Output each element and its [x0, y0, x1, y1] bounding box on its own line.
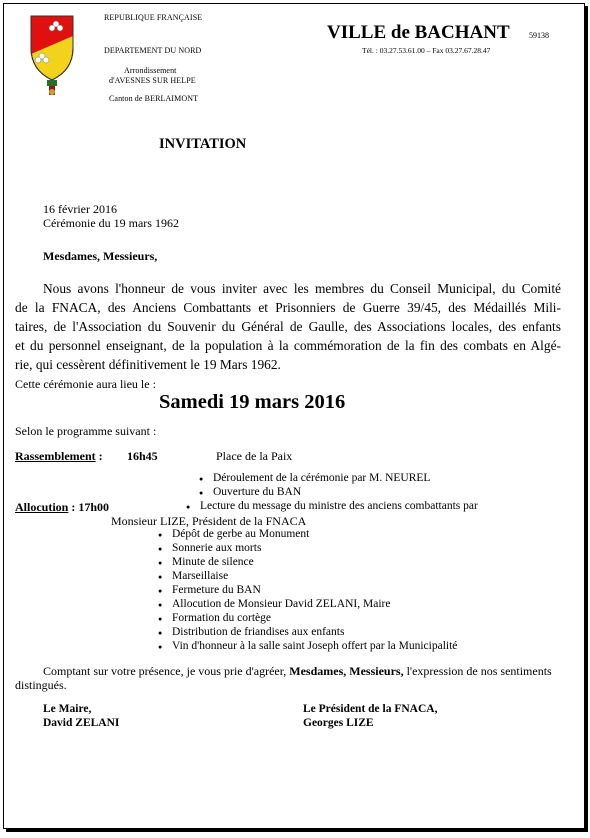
paragraph-line: taires, de l'Association du Souvenir du Général de Gaulle, des Associations locales, des enfants	[15, 319, 561, 334]
programme-item: ● Dépôt de gerbe au Monument	[172, 528, 309, 540]
programme-item: ● Distribution de friandises aux enfants	[172, 626, 344, 638]
programme-item: ● Ouverture du BAN	[213, 486, 301, 498]
allocution-time: : 17h00	[68, 500, 110, 514]
signature-left-title: Le Maire,	[43, 703, 92, 715]
programme-item: ● Allocution de Monsieur David ZELANI, Maire	[172, 598, 390, 610]
programme-item: ● Sonnerie aux morts	[172, 542, 261, 554]
closing-bold: Mesdames, Messieurs,	[289, 664, 404, 678]
programme-item: ● Déroulement de la cérémonie par M. NEUREL	[213, 472, 430, 484]
telephone-fax: Tél. : 03.27.53.61.00 – Fax 03.27.67.28.47	[362, 46, 491, 55]
allocution-label: Allocution	[15, 500, 69, 514]
departement-label: DEPARTEMENT DU NORD	[104, 46, 202, 55]
programme-line: Selon le programme suivant :	[15, 424, 157, 438]
programme-item: ● Lecture du message du ministre des anciens combattants par	[200, 500, 478, 512]
rassemblement-separator: :	[95, 449, 103, 463]
ville-title: VILLE de BACHANT	[327, 22, 510, 43]
programme-item: ● Vin d'honneur à la salle saint Joseph offert par la Municipalité	[172, 640, 457, 652]
signature-right-name: Georges LIZE	[303, 717, 374, 729]
republique-label: REPUBLIQUE FRANÇAISE	[104, 13, 203, 22]
signature-right-title: Le Président de la FNACA,	[303, 703, 438, 715]
paragraph-line: de la FNACA, des Anciens Combattants et Prisonniers de Guerre 39/45, des Médaillés Mili-	[15, 300, 561, 315]
closing-text: Comptant sur votre présence, je vous prie d'agréer,	[43, 664, 290, 678]
canton-label: Canton de BERLAIMONT	[109, 94, 199, 103]
closing-text-end: l'expression de nos sentiments	[403, 664, 552, 678]
programme-item-continuation: Monsieur LIZE, Président de la FNACA	[111, 514, 307, 528]
programme-item: ● Formation du cortège	[172, 612, 271, 624]
salutation: Mesdames, Messieurs,	[43, 249, 158, 263]
programme-item: ● Fermeture du BAN	[172, 584, 261, 596]
rassemblement-place: Place de la Paix	[216, 449, 293, 463]
rassemblement-row	[15, 449, 103, 464]
subject-line: Cérémonie du 19 mars 1962	[43, 216, 179, 230]
paragraph-line: et du personnel enseignant, de la population à la commémoration de la fin des combats en Algé-	[15, 338, 561, 353]
rassemblement-time: 16h45	[127, 449, 158, 463]
allocution-row	[15, 500, 109, 515]
closing-line-2: distingués.	[15, 678, 67, 692]
date-line: 16 février 2016	[43, 202, 117, 216]
signature-left-name: David ZELANI	[43, 717, 120, 729]
rassemblement-label: Rassemblement	[15, 449, 96, 463]
paragraph-line: Nous avons l'honneur de vous inviter avec les membres du Conseil Municipal, du Comité	[43, 281, 561, 296]
invitation-title: INVITATION	[159, 136, 247, 152]
paragraph-line: rie, qui cessèrent définitivement le 19 Mars 1962.	[15, 357, 281, 372]
coat-of-arms-icon	[28, 14, 76, 98]
arrondissement-label: Arrondissement	[124, 66, 177, 75]
closing-line	[43, 664, 552, 679]
programme-item: ● Minute de silence	[172, 556, 254, 568]
lieu-line: Cette cérémonie aura lieu le :	[15, 377, 156, 391]
avesnes-label: d'AVESNES SUR HELPE	[109, 76, 196, 85]
programme-item: ● Marseillaise	[172, 570, 228, 582]
code-postal: 59138	[529, 31, 549, 40]
main-date: Samedi 19 mars 2016	[159, 391, 346, 413]
